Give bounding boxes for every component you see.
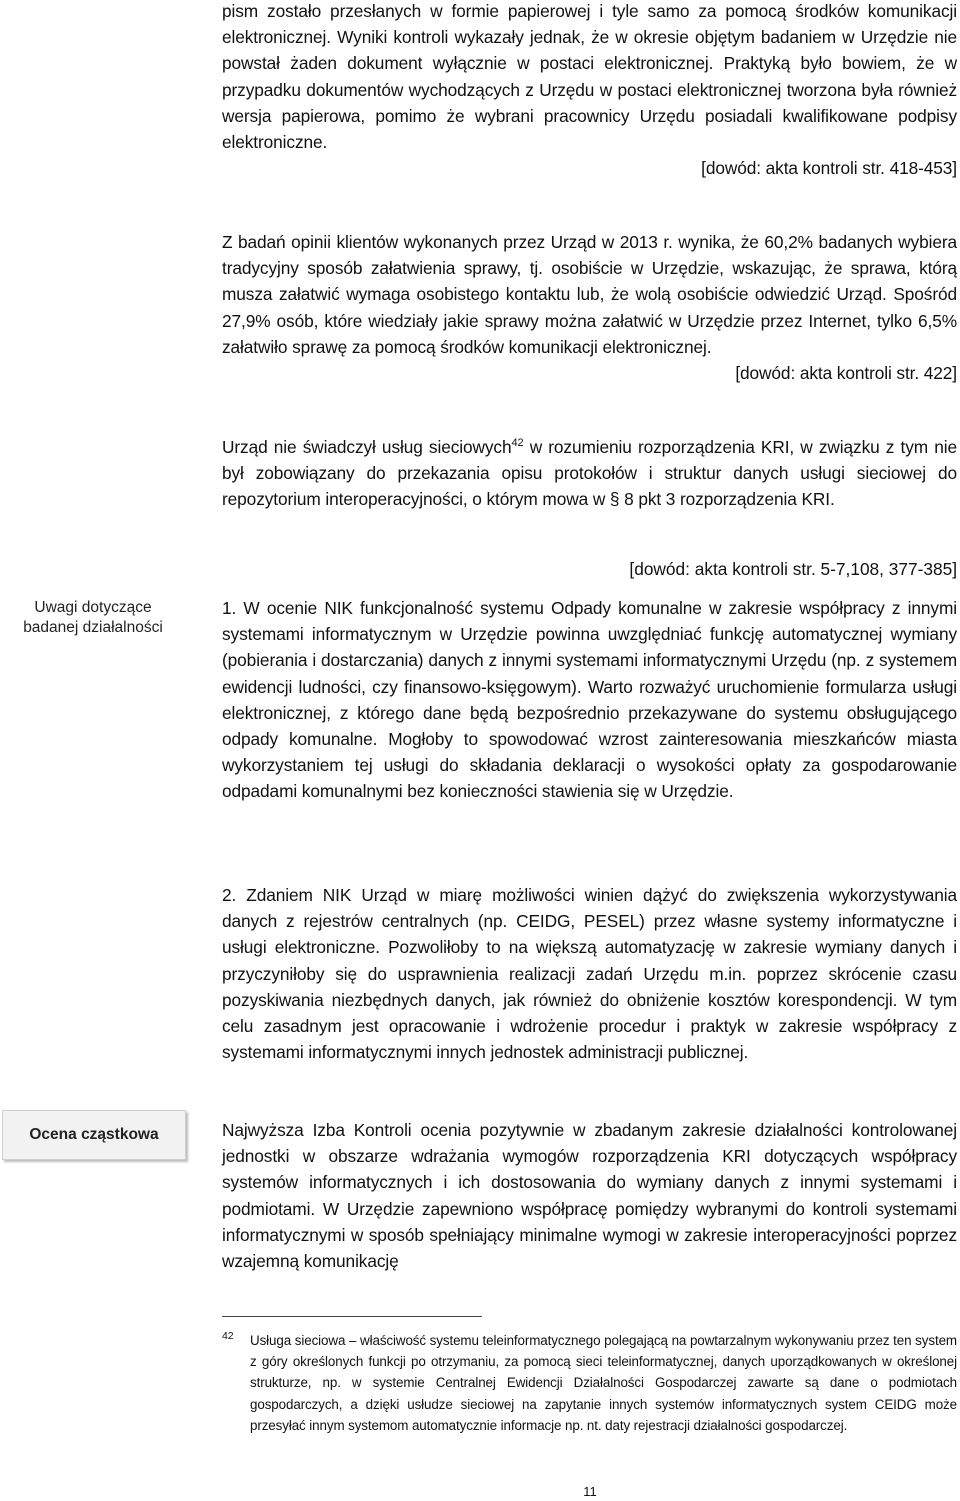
paragraph-text: pism zostało przesłanych w formie papierowej i tyle samo za pomocą środków komunikacji elektronicznej. Wyniki kontroli wykazały jednak, że w okresie objętym badaniem w Urzędzie nie powstał żaden dokument wyłącznie w postaci elektronicznej. Praktyką było bowiem, że w przypadku dokumentów wychodzących z Urzędu w postaci elektronicznej tworzona była również wersja papierowa, pomimo że wybrani pracownicy Urzędu posiadali kwalifikowane podpisy elektroniczne. bbox=[222, 1, 957, 153]
sidebar-label-remarks bbox=[0, 598, 186, 638]
paragraph-client-survey bbox=[222, 229, 957, 386]
recommendation-2 bbox=[222, 882, 957, 1065]
footnote-number: 42 bbox=[222, 1330, 234, 1342]
footnote bbox=[222, 1330, 957, 1436]
paragraph-text-start: Urząd nie świadczył usług sieciowych bbox=[222, 437, 512, 457]
paragraph-text-end: w rozumieniu rozporządzenia KRI, w związku z tym nie był zobowiązany do przekazania opisu protokołów i struktur danych usługi sieciowej do repozytorium interoperacyjności, o którym mowa w § 8 pkt 3 rozporządzenia KRI. bbox=[222, 437, 957, 510]
sidebar-label-line: Uwagi dotyczące bbox=[34, 599, 152, 616]
evidence-reference: [dowód: akta kontroli str. 5-7,108, 377-385] bbox=[629, 559, 957, 579]
paragraph-text bbox=[222, 434, 957, 513]
page-number: 11 bbox=[583, 1484, 597, 1499]
footnote-marker: 42 bbox=[511, 437, 524, 450]
evidence-reference: [dowód: akta kontroli str. 418-453] bbox=[701, 158, 957, 179]
paragraph-electronic-documents bbox=[222, 0, 957, 181]
paragraph-text: Najwyższa Izba Kontroli ocenia pozytywnie w zbadanym zakresie działalności kontrolowanej jednostki w obszarze wdrażania wymogów rozporządzenia KRI dotyczących współpracy systemów informatycznych i ich dostosowania do wymiany danych z innymi systemami i podmiotami. W Urzędzie zapewniono współpracę pomiędzy wybranymi do kontroli systemami informatycznymi w sposób spełniający minimalne wymogi w zakresie interoperacyjności poprzez wzajemną komunikację bbox=[222, 1120, 957, 1272]
paragraph-text: Z badań opinii klientów wykonanych przez Urząd w 2013 r. wynika, że 60,2% badanych wybiera tradycyjny sposób załatwienia sprawy, tj. osobiście w Urzędzie, wskazując, że sprawa, którą musza załatwić wymaga osobistego kontaktu lub, że wolą osobiście odwiedzić Urząd. Spośród 27,9% osób, które wiedziały jakie sprawy można załatwić w Urzędzie przez Internet, tylko 6,5% załatwiło sprawę za pomocą środków komunikacji elektronicznej. bbox=[222, 232, 957, 357]
footnote-separator bbox=[222, 1316, 482, 1317]
sidebar-label-line: badanej działalności bbox=[23, 619, 163, 636]
paragraph-text: 1. W ocenie NIK funkcjonalność systemu Odpady komunalne w zakresie współpracy z innymi systemami informatycznym w Urzędzie powinna uwzględniać funkcję automatycznej wymiany (pobierania i dostarczania) danych z innymi systemami informatycznymi Urzędu (np. z systemem ewidencji ludności, czy finansowo-księgowym). Warto rozważyć uruchomienie formularza usługi elektronicznej, z którego dane będą bezpośrednio przekazywane do systemu obsługującego odpady komunalne. Mogłoby to spowodować wzrost zainteresowania mieszkańców miasta wykorzystaniem tej usługi do składania deklaracji o wysokości opłaty za gospodarowanie odpadami komunalnymi bez konieczności stawienia się w Urzędzie. bbox=[222, 598, 957, 802]
assessment-paragraph bbox=[222, 1117, 957, 1274]
paragraph-web-services bbox=[222, 434, 957, 513]
paragraph-text: 2. Zdaniem NIK Urząd w miarę możliwości winien dążyć do zwiększenia wykorzystywania danych z rejestrów centralnych (np. CEIDG, PESEL) przez własne systemy informatyczne i usługi elektroniczne. Pozwoliłoby to na większą automatyzację w zakresie wymiany danych i przyczyniłoby się do usprawnienia realizacji zadań Urzędu m.in. poprzez skrócenie czasu pozyskiwania niezbędnych danych, jak również do obniżenie kosztów korespondencji. W tym celu zasadnym jest opracowanie i wdrożenie procedur i praktyk w zakresie współpracy z systemami informatycznymi innych jednostek administracji publicznej. bbox=[222, 885, 957, 1063]
sidebar-label-partial-assessment: Ocena cząstkowa bbox=[2, 1110, 186, 1160]
evidence-reference: [dowód: akta kontroli str. 422] bbox=[735, 363, 957, 384]
recommendation-1 bbox=[222, 595, 957, 805]
footnote-text: Usługa sieciowa – właściwość systemu teleinformatycznego polegającą na powtarzalnym wykonywaniu przez ten system z góry określonych funkcji po otrzymaniu, za pomocą sieci teleinformatycznej, danych uporządkowanych w określonej strukturze, np. w systemie Centralnej Ewidencji Działalności Gospodarczej zawarte są dane o podmiotach gospodarczych, a dzięki usłudze sieciowej na zapytanie innych systemów informatycznych system CEIDG może przesyłać innym systemom automatycznie informacje np. nt. daty rejestracji działalności gospodarczej. bbox=[250, 1333, 957, 1433]
